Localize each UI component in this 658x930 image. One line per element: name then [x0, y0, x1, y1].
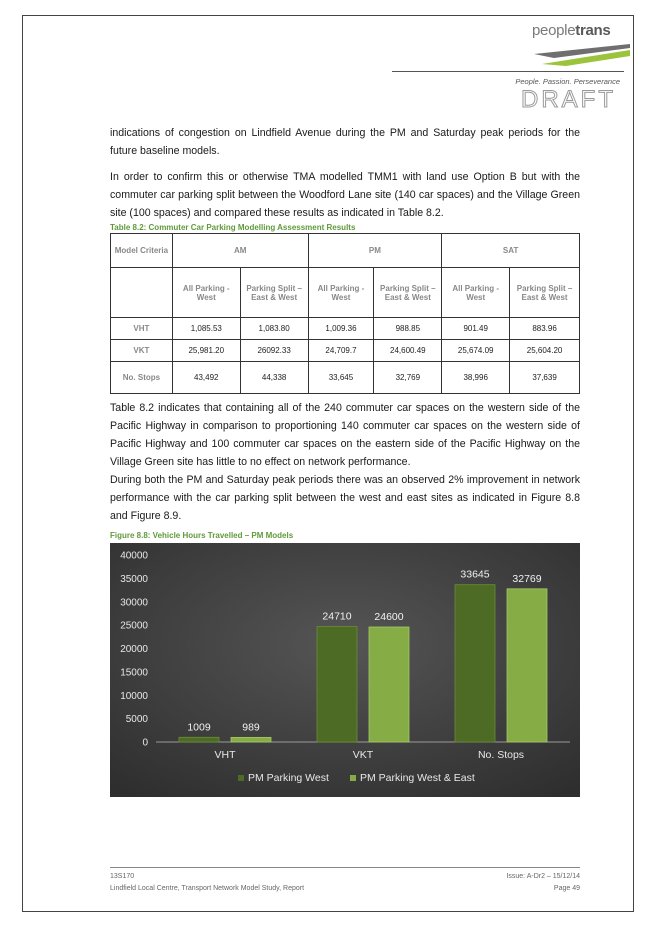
table-cell: 24,709.7 [308, 340, 374, 362]
y-tick-label: 20000 [120, 644, 148, 655]
paragraph-2: In order to confirm this or otherwise TMA modelled TMM1 with land use Option B but with the commuter car parking split between the Woodford Lane site (140 car spaces) and the Village Green site (100 spaces) and compared these results as indicated in Table 8.2. [110, 171, 580, 219]
row-label: VKT [111, 340, 173, 362]
table-subheader-row [111, 268, 580, 318]
empty-cell [111, 268, 173, 318]
bar [317, 626, 357, 742]
table-cell: 883.96 [510, 318, 580, 340]
subheader-cell: All Parking - West [172, 268, 240, 318]
group-header-sat: SAT [442, 234, 580, 268]
table-cell: 1,009.36 [308, 318, 374, 340]
y-tick-label: 25000 [120, 620, 148, 632]
table-cell: 988.85 [374, 318, 442, 340]
tagline: People. Passion. Perseverance [515, 77, 620, 86]
table-caption: Table 8.2: Commuter Car Parking Modelling Assessment Results [110, 223, 356, 232]
table-cell: 1,083.80 [240, 318, 308, 340]
subheader-cell: All Parking - West [442, 268, 510, 318]
data-label: 24600 [374, 610, 404, 623]
bar [231, 737, 271, 742]
data-label: 1009 [187, 721, 211, 734]
bar [369, 627, 409, 742]
table-cell: 32,769 [374, 362, 442, 394]
subheader-cell: All Parking - West [308, 268, 374, 318]
x-tick-label: VHT [214, 749, 236, 761]
legend-label: PM Parking West [248, 772, 329, 784]
bar [179, 737, 219, 742]
row-label: VHT [111, 318, 173, 340]
table-corner-cell: Model Criteria [111, 234, 173, 268]
x-tick-label: VKT [352, 749, 374, 761]
table-cell: 24,600.49 [374, 340, 442, 362]
chart-svg [110, 543, 580, 797]
paragraph-3: Table 8.2 indicates that containing all of the 240 commuter car spaces on the western side of the Pacific Highway in comparison to proportioning 140 commuter car spaces on the western side of Pacific Highway and 100 commuter car spaces on the eastern side of the Pacific Highway on the Village Green site has little to no effect on network performance. [110, 402, 580, 468]
paragraph-1: indications of congestion on Lindfield Avenue during the PM and Saturday peak periods for the future baseline models. [110, 127, 580, 157]
paragraph-4: During both the PM and Saturday peak periods there was an observed 2% improvement in network performance with the car parking split between the west and east sites as indicated in Figure 8.8 and Figure 8.9. [110, 474, 580, 522]
data-label: 32769 [512, 572, 542, 585]
y-tick-label: 0 [142, 737, 148, 749]
y-tick-label: 10000 [120, 690, 148, 702]
figure-caption: Figure 8.8: Vehicle Hours Travelled – PM Models [110, 531, 294, 540]
table-cell: 25,674.09 [442, 340, 510, 362]
data-label: 33645 [460, 568, 490, 581]
vht-pm-bar-chart [110, 543, 580, 797]
table-cell: 33,645 [308, 362, 374, 394]
data-label: 989 [242, 721, 260, 734]
parking-results-table [110, 233, 580, 394]
table-row [111, 318, 580, 340]
data-label: 24710 [322, 610, 352, 623]
table-cell: 37,639 [510, 362, 580, 394]
x-tick-label: No. Stops [477, 749, 525, 761]
y-tick-label: 5000 [125, 714, 148, 726]
y-tick-label: 30000 [120, 597, 148, 609]
subheader-cell: Parking Split – East & West [240, 268, 308, 318]
footer-page: Page 49 [553, 885, 580, 892]
table-cell: 44,338 [240, 362, 308, 394]
legend-label: PM Parking West & East [360, 772, 475, 784]
footer-rule [110, 867, 580, 868]
logo-swoosh-icon [532, 38, 632, 72]
y-tick-label: 15000 [120, 667, 148, 679]
logo-text: peopletrans [532, 22, 611, 39]
table-group-header-row [111, 234, 580, 268]
legend-swatch [350, 775, 356, 781]
table-cell: 1,085.53 [172, 318, 240, 340]
row-label: No. Stops [111, 362, 173, 394]
y-tick-label: 35000 [120, 573, 148, 585]
group-header-pm: PM [308, 234, 442, 268]
table-row [111, 362, 580, 394]
bar [455, 585, 495, 742]
subheader-cell: Parking Split – East & West [510, 268, 580, 318]
table-cell: 901.49 [442, 318, 510, 340]
table-row [111, 340, 580, 362]
footer-issue: Issue: A-Dr2 – 15/12/14 [506, 873, 580, 880]
subheader-cell: Parking Split – East & West [374, 268, 442, 318]
y-tick-label: 40000 [120, 550, 148, 562]
company-logo [532, 22, 632, 72]
table-cell: 26092.33 [240, 340, 308, 362]
table-cell: 38,996 [442, 362, 510, 394]
bar [507, 589, 547, 742]
group-header-am: AM [172, 234, 308, 268]
table-cell: 25,981.20 [172, 340, 240, 362]
footer-title: Lindfield Local Centre, Transport Network Model Study, Report [110, 885, 305, 892]
table-cell: 43,492 [172, 362, 240, 394]
table-cell: 25,604.20 [510, 340, 580, 362]
legend-swatch [238, 775, 244, 781]
footer-code: 13S170 [110, 873, 135, 880]
header-rule [392, 71, 624, 72]
draft-watermark: DRAFT [521, 86, 616, 113]
